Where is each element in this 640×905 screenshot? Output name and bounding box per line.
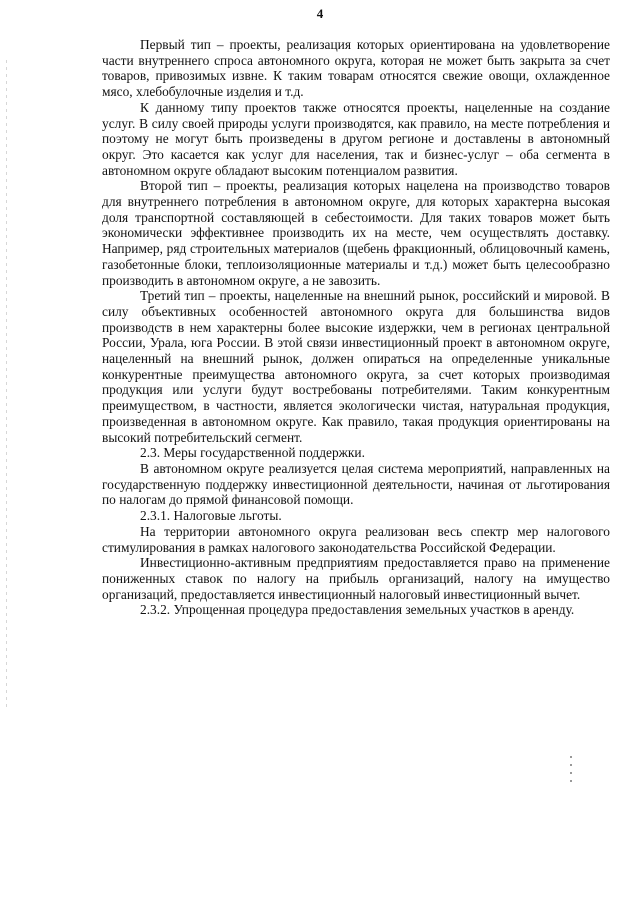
section-heading-2-3-1: 2.3.1. Налоговые льготы. xyxy=(140,508,282,524)
scan-edge-mark xyxy=(6,60,7,710)
paragraph-type-one: Первый тип – проекты, реализация которых ориентирована на удовлетворение части внутреннего спроса автономного округа, которая не может быть закрыта за счет товаров, привозимых извне. К таким товарам относятся свежие овощи, охлажденное мясо, хлебобулочные изделия и т.д. xyxy=(102,37,610,100)
paragraph-support-system: В автономном округе реализуется целая система мероприятий, направленных на государственную поддержку инвестиционной деятельности, начиная от льготирования по налогам до прямой финансовой помощи. xyxy=(102,460,610,508)
paragraph-tax-rates: Инвестиционно-активным предприятиям предоставляется право на применение пониженных ставок по налогу на прибыль организаций, налогу на имущество организаций, предоставляется инвестиционный налоговый инвестиционный вычет. xyxy=(102,555,610,602)
body-text xyxy=(102,37,610,618)
page-number: 4 xyxy=(316,6,324,21)
section-heading-2-3: 2.3. Меры государственной поддержки. xyxy=(140,445,365,461)
paragraph-services: К данному типу проектов также относятся проекты, нацеленные на создание услуг. В силу своей природы услуги производятся, как правило, на месте потребления и поэтому не могут быть произведены в другом регионе и доставлены в автономный округ. Это касается как услуг для населения, так и бизнес-услуг – оба сегмента в автономном округе обладают высоким потенциалом развития. xyxy=(102,99,610,178)
paragraph-type-three: Третий тип – проекты, нацеленные на внешний рынок, российский и мировой. В силу объективных особенностей автономного округа для большинства видов производств в нем характерны более высокие издержки, чем в регионах центральной России, Урала, юга России. В этой связи инвестиционный проект в автономном округе, нацеленный на внешний рынок, должен опираться на определенные уникальные конкурентные преимущества автономного округа, за счет которых производимая продукция или услуги будут востребованы потребителями. Таким конкурентным преимуществом, в частности, является экологически чистая, натуральная продукция, произведенная в автономном округе. Как правило, такая продукция ориентированы на высокий потребительский сегмент. xyxy=(102,288,610,445)
paragraph-type-two: Второй тип – проекты, реализация которых нацелена на производство товаров для внутреннего потребления в автономном округе, для которых характерна высокая доля транспортной составляющей в себестоимости. Для таких товаров может быть экономически эффективнее производить их на месте, чем осуществлять доставку. Например, ряд строительных материалов (щебень фракционный, облицовочный камень, газобетонные блоки, теплоизоляционные материалы и т.д.) может быть целесообразно производить в автономном округе, а не завозить. xyxy=(102,178,610,288)
section-heading-2-3-2: 2.3.2. Упрощенная процедура предоставления земельных участков в аренду. xyxy=(140,602,575,618)
paragraph-tax-stimulus: На территории автономного округа реализован весь спектр мер налогового стимулирования в рамках налогового законодательства Российской Федерации. xyxy=(102,523,610,555)
scan-speck-mark xyxy=(570,756,572,782)
